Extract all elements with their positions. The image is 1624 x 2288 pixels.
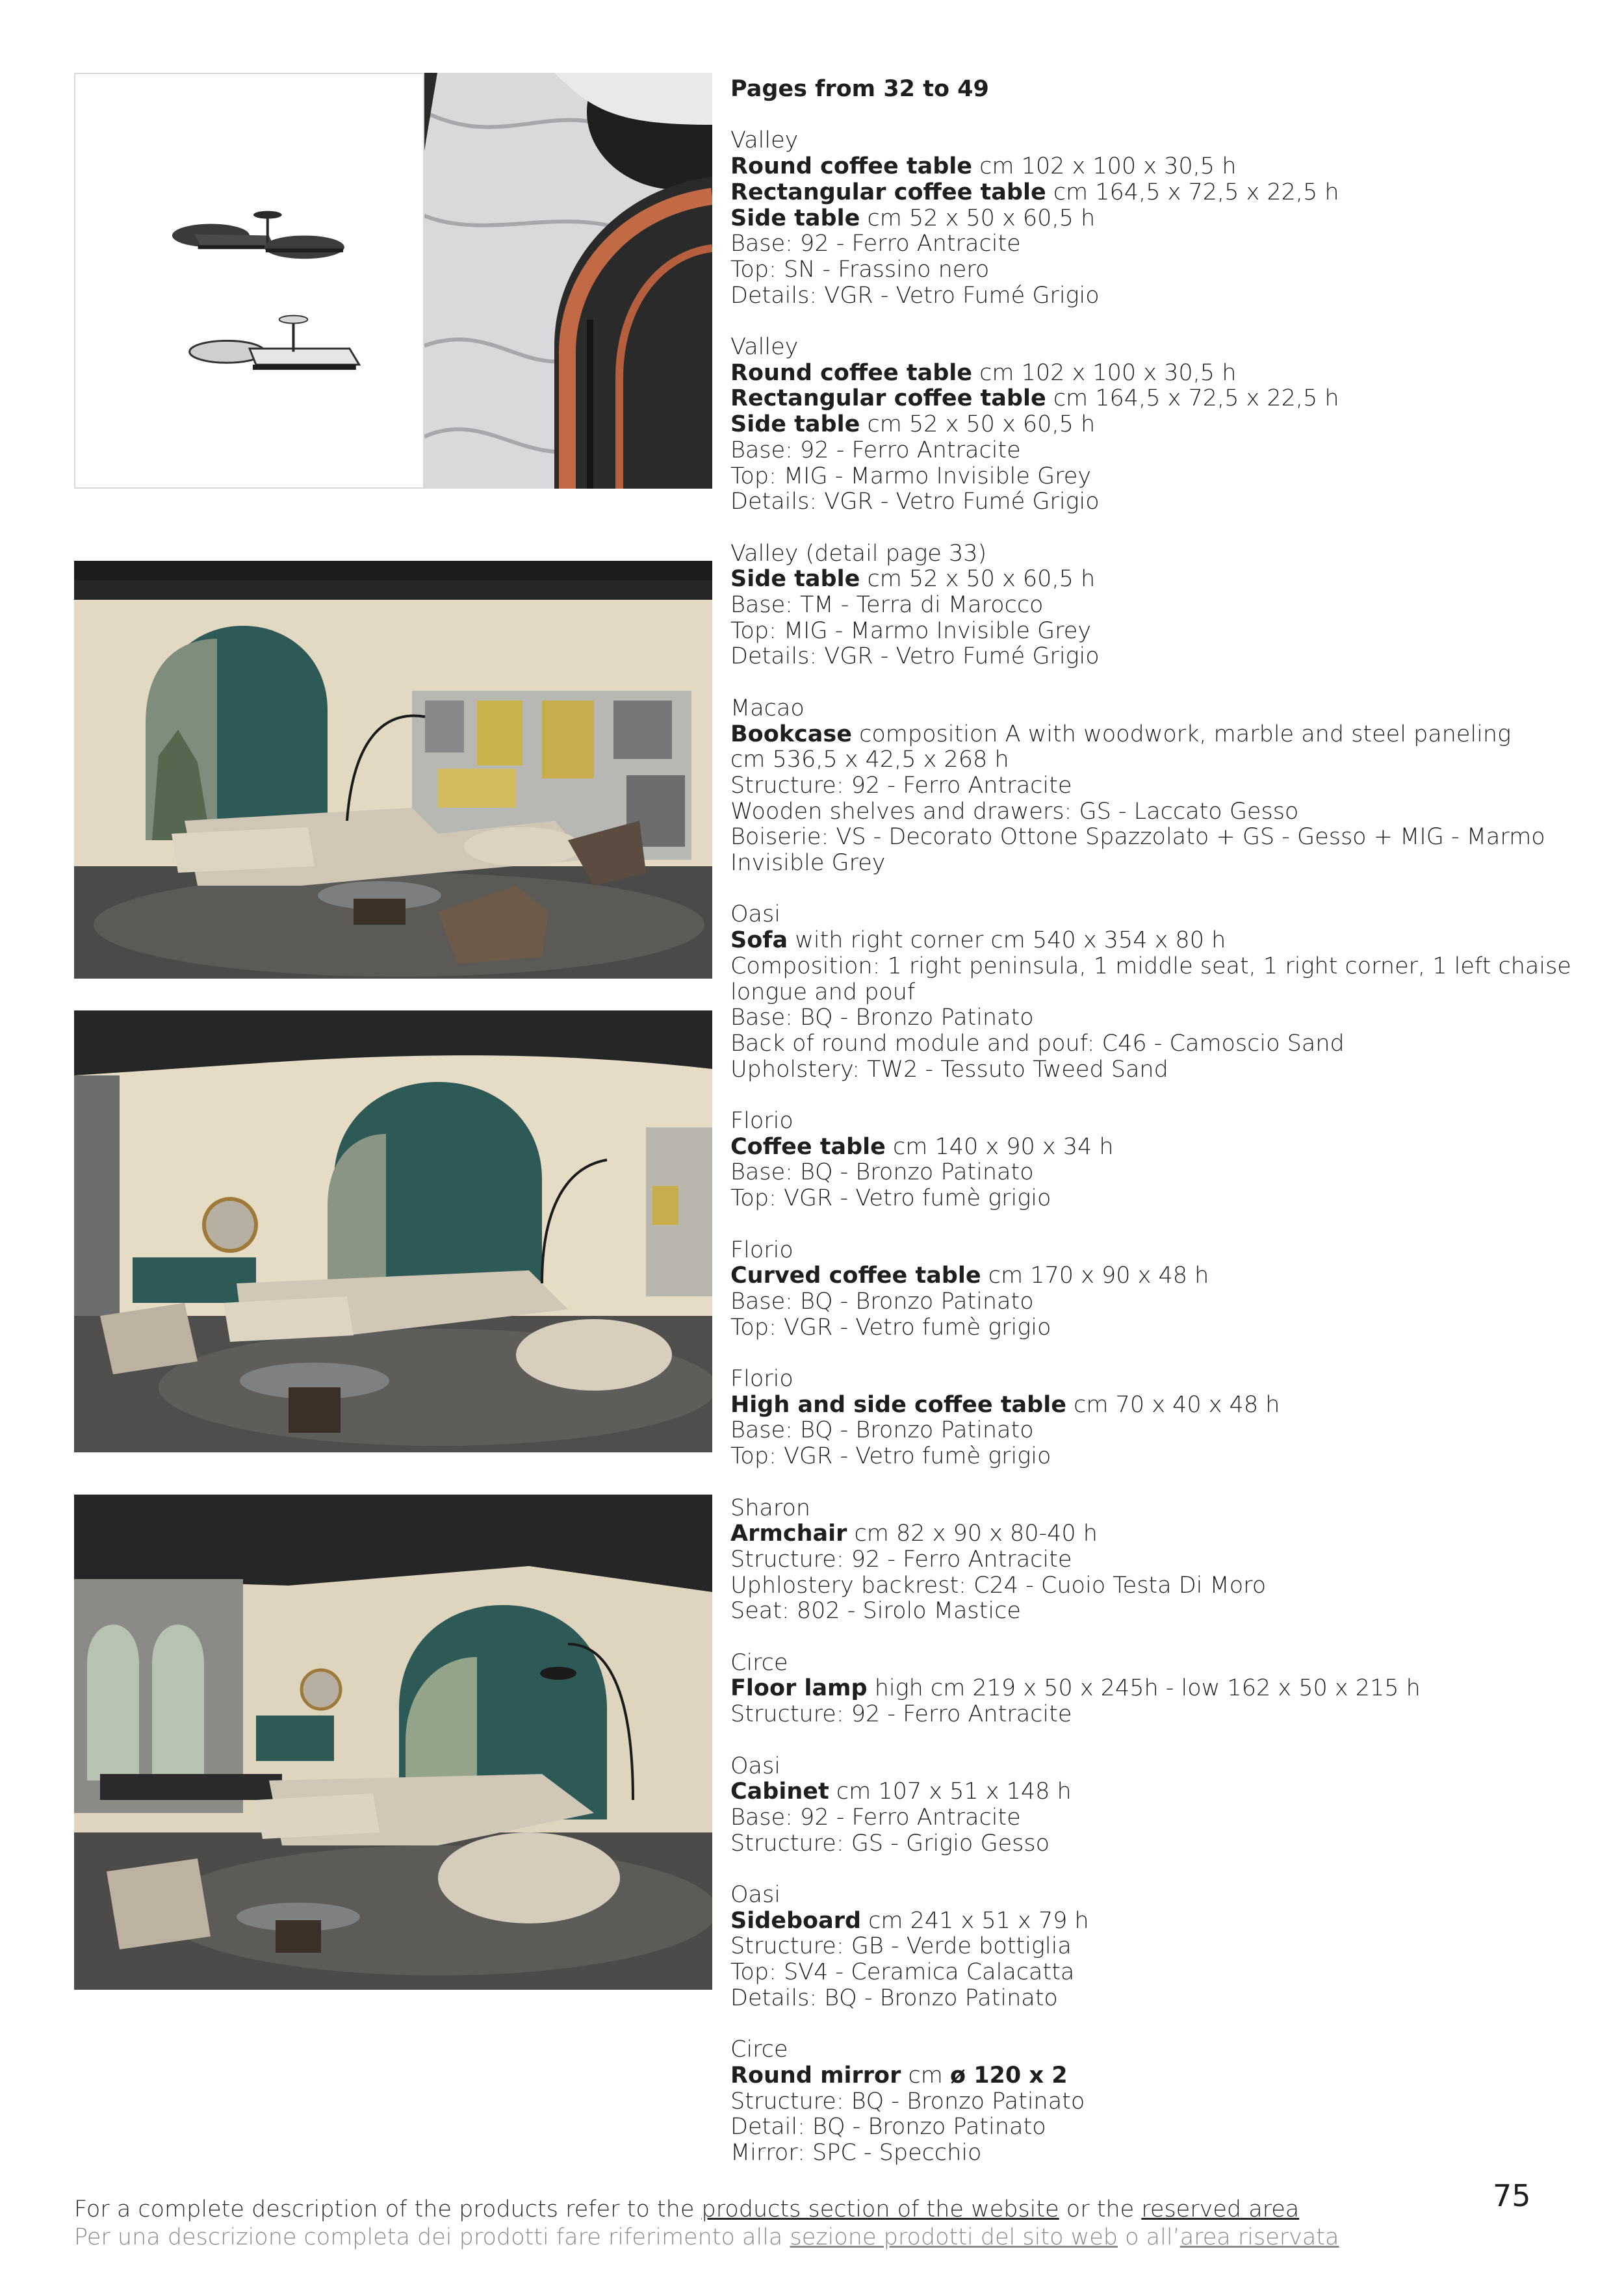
product-dimensions: cm 102 x 100 x 30,5 h	[972, 359, 1237, 386]
spec-line: Top: SV4 - Ceramica Calacatta	[730, 1959, 1075, 1986]
spec-entry	[730, 902, 1595, 1083]
spec-line: Base: BQ - Bronzo Patinato	[730, 1288, 1034, 1315]
footer-note-english	[74, 2196, 1299, 2222]
spec-line	[730, 1779, 1595, 1805]
spec-entry	[730, 696, 1595, 877]
spec-line: Details: BQ - Bronzo Patinato	[730, 1985, 1058, 2011]
product-name: Rectangular coffee table	[730, 385, 1046, 412]
spec-line: Oasi	[730, 901, 780, 928]
product-dimensions: cm 170 x 90 x 48 h	[981, 1263, 1209, 1289]
spec-line: Details: VGR - Vetro Fumé Grigio	[730, 282, 1100, 309]
spec-line: Mirror: SPC - Specchio	[730, 2140, 982, 2166]
spec-line	[730, 412, 1595, 438]
product-name: Sofa	[730, 927, 788, 954]
interior-photo-living-armchairs	[74, 1495, 712, 1990]
sezione-prodotti-link[interactable]: sezione prodotti del sito web	[790, 2224, 1118, 2250]
spec-line: Base: BQ - Bronzo Patinato	[730, 1159, 1034, 1186]
spec-line: Structure: BQ - Bronzo Patinato	[730, 2088, 1085, 2114]
product-dimensions: cm 52 x 50 x 60,5 h	[860, 205, 1096, 231]
spec-line: Structure: 92 - Ferro Antracite	[730, 1701, 1072, 1728]
spec-line: Valley	[730, 334, 799, 360]
spec-entry	[730, 1651, 1595, 1728]
product-photo-valley-tables	[74, 73, 424, 489]
spec-line	[730, 1393, 1595, 1419]
spec-line: Detail: BQ - Bronzo Patinato	[730, 2114, 1046, 2140]
spec-line	[730, 361, 1595, 387]
product-name: Round coffee table	[730, 153, 973, 180]
spec-line: Base: BQ - Bronzo Patinato	[730, 1005, 1034, 1031]
spec-line: Top: VGR - Vetro fumè grigio	[730, 1314, 1051, 1341]
spec-line: cm 536,5 x 42,5 x 268 h	[730, 747, 1009, 773]
spec-line: Top: SN - Frassino nero	[730, 256, 990, 283]
footer-note-italian	[74, 2224, 1339, 2250]
reserved-area-link[interactable]: reserved area	[1141, 2196, 1300, 2222]
spec-line: Base: BQ - Bronzo Patinato	[730, 1417, 1034, 1444]
product-dimensions: cm 82 x 90 x 80-40 h	[847, 1521, 1098, 1547]
spec-line: Back of round module and pouf: C46 - Camoscio Sand	[730, 1030, 1345, 1057]
spec-line: Top: VGR - Vetro fumè grigio	[730, 1443, 1051, 1470]
spec-line: Top: VGR - Vetro fumè grigio	[730, 1185, 1051, 1212]
footer-it-prefix: Per una descrizione completa dei prodotti fare riferimento alla	[74, 2224, 790, 2250]
spec-line: Base: 92 - Ferro Antracite	[730, 1804, 1021, 1831]
product-name: Armchair	[730, 1521, 847, 1547]
spec-line: Composition: 1 right peninsula, 1 middle seat, 1 right corner, 1 left chaise	[730, 953, 1571, 979]
spec-line	[730, 2063, 1595, 2089]
spec-line: Uphlostery backrest: C24 - Cuoio Testa Di Moro	[730, 1572, 1267, 1599]
spec-line: Top: MIG - Marmo Invisible Grey	[730, 617, 1092, 644]
product-name: Rectangular coffee table	[730, 179, 1046, 205]
product-dimensions: cm 140 x 90 x 34 h	[885, 1133, 1114, 1160]
product-name: Floor lamp	[730, 1675, 868, 1702]
spec-line	[730, 1521, 1595, 1547]
product-name: Round mirror	[730, 2062, 901, 2089]
product-name: Side table	[730, 411, 860, 438]
section-heading: Pages from 32 to 49	[730, 76, 989, 102]
footer-en-prefix: For a complete description of the products refer to the	[74, 2196, 702, 2222]
spec-line: longue and pouf	[730, 979, 916, 1005]
spec-line	[730, 206, 1595, 232]
spec-line: Details: VGR - Vetro Fumé Grigio	[730, 489, 1100, 515]
product-name: Coffee table	[730, 1133, 886, 1160]
spec-line: Wooden shelves and drawers: GS - Laccato Gesso	[730, 798, 1299, 825]
product-photo-marble-detail	[424, 73, 712, 489]
product-name: High and side coffee table	[730, 1391, 1066, 1418]
spec-entry	[730, 2037, 1595, 2166]
spec-line: Oasi	[730, 1753, 780, 1779]
spec-line: Florio	[730, 1366, 793, 1393]
spec-line: Boiserie: VS - Decorato Ottone Spazzolato + GS - Gesso + MIG - Marmo	[730, 824, 1545, 851]
product-specifications	[730, 77, 1595, 2192]
spec-line	[730, 1263, 1595, 1289]
spec-line: Circe	[730, 2037, 788, 2063]
spec-line: Structure: 92 - Ferro Antracite	[730, 772, 1072, 799]
spec-line: Oasi	[730, 1882, 780, 1909]
product-dimensions: cm 164,5 x 72,5 x 22,5 h	[1046, 385, 1339, 412]
spec-entry	[730, 541, 1595, 671]
spec-entry	[730, 1367, 1595, 1470]
spec-line: Base: 92 - Ferro Antracite	[730, 231, 1021, 257]
spec-line	[730, 567, 1595, 593]
spec-line	[730, 386, 1595, 412]
page-number: 75	[1493, 2178, 1531, 2213]
interior-photo-living-bookcase	[74, 561, 712, 979]
spec-line	[730, 1676, 1595, 1702]
product-dimensions: cm 107 x 51 x 148 h	[829, 1779, 1072, 1805]
spec-line: Base: 92 - Ferro Antracite	[730, 437, 1021, 463]
product-name: Round coffee table	[730, 359, 973, 386]
spec-entries	[730, 128, 1595, 2166]
product-dimensions-bold: ø 120 x 2	[949, 2062, 1068, 2089]
spec-line	[730, 154, 1595, 180]
products-section-link[interactable]: products section of the website	[701, 2196, 1059, 2222]
product-dimensions: composition A with woodwork, marble and steel paneling	[851, 721, 1512, 747]
product-name: Sideboard	[730, 1907, 862, 1934]
product-name: Bookcase	[730, 721, 852, 747]
product-dimensions: cm 241 x 51 x 79 h	[861, 1907, 1089, 1934]
spec-line: Top: MIG - Marmo Invisible Grey	[730, 463, 1092, 489]
spec-line: Upholstery: TW2 - Tessuto Tweed Sand	[730, 1056, 1168, 1083]
spec-entry	[730, 1496, 1595, 1625]
spec-line	[730, 180, 1595, 206]
spec-entry	[730, 1109, 1595, 1212]
spec-line: Seat: 802 - Sirolo Mastice	[730, 1598, 1021, 1625]
footer-it-mid: o all’	[1118, 2224, 1180, 2250]
spec-line: Details: VGR - Vetro Fumé Grigio	[730, 643, 1100, 670]
spec-entry	[730, 1238, 1595, 1341]
spec-line: Invisible Grey	[730, 850, 886, 877]
spec-line: Florio	[730, 1237, 793, 1263]
product-dimensions: cm 52 x 50 x 60,5 h	[860, 411, 1096, 438]
spec-line: Circe	[730, 1649, 788, 1676]
spec-entry	[730, 1883, 1595, 2012]
spec-line: Florio	[730, 1108, 793, 1135]
product-dimensions: cm 52 x 50 x 60,5 h	[860, 566, 1096, 593]
spec-entry	[730, 335, 1595, 515]
spec-line: Structure: 92 - Ferro Antracite	[730, 1546, 1072, 1573]
spec-line: Sharon	[730, 1495, 811, 1521]
product-dimensions: cm 70 x 40 x 48 h	[1066, 1391, 1280, 1418]
product-dimensions: cm	[901, 2062, 950, 2089]
spec-line: Macao	[730, 695, 805, 721]
spec-line: Valley	[730, 127, 799, 154]
spec-entry	[730, 128, 1595, 309]
product-dimensions: with right corner cm 540 x 354 x 80 h	[788, 927, 1226, 954]
area-riservata-link[interactable]: area riservata	[1179, 2224, 1339, 2250]
product-dimensions: high cm 219 x 50 x 245h - low 162 x 50 x 215 h	[867, 1675, 1421, 1702]
product-dimensions: cm 102 x 100 x 30,5 h	[972, 153, 1237, 180]
footer-en-mid: or the	[1059, 2196, 1142, 2222]
spec-entry	[730, 1754, 1595, 1857]
spec-line: Structure: GS - Grigio Gesso	[730, 1830, 1050, 1857]
spec-line	[730, 722, 1595, 748]
product-dimensions: cm 164,5 x 72,5 x 22,5 h	[1046, 179, 1339, 205]
spec-line: Base: TM - Terra di Marocco	[730, 592, 1044, 619]
spec-line: Valley (detail page 33)	[730, 540, 987, 567]
spec-line	[730, 1909, 1595, 1935]
product-name: Cabinet	[730, 1779, 829, 1805]
interior-photo-living-sofa	[74, 1010, 712, 1452]
spec-line	[730, 928, 1595, 954]
spec-line	[730, 1135, 1595, 1161]
spec-line: Structure: GB - Verde bottiglia	[730, 1933, 1072, 1960]
product-name: Curved coffee table	[730, 1263, 981, 1289]
product-name: Side table	[730, 205, 860, 231]
product-name: Side table	[730, 566, 860, 593]
